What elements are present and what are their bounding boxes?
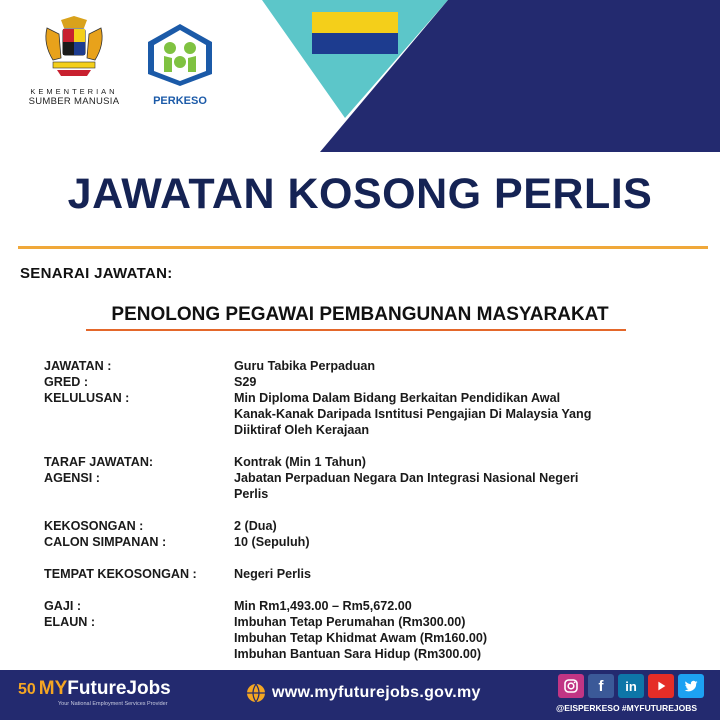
detail-value [234, 390, 684, 438]
logo-main: FutureJobs [67, 678, 171, 699]
youtube-icon[interactable] [648, 674, 674, 698]
position-title-underline [86, 329, 626, 331]
perkeso-emblem-icon [144, 22, 216, 88]
detail-label: JAWATAN : [44, 359, 112, 373]
detail-label: ELAUN : [44, 615, 96, 629]
detail-value [234, 470, 684, 502]
detail-row-taraf [44, 454, 684, 470]
detail-value-line: Imbuhan Tetap Perumahan (Rm300.00) [234, 615, 466, 629]
detail-value: S29 [234, 375, 257, 389]
job-list-heading: SENARAI JAWATAN: [20, 265, 173, 282]
detail-label: TEMPAT KEKOSONGAN : [44, 567, 197, 581]
detail-value: 2 (Dua) [234, 519, 277, 533]
detail-row-tempat [44, 566, 684, 582]
footer [0, 670, 720, 720]
job-details [44, 358, 684, 662]
logo-prefix: MY [38, 678, 68, 699]
social-handles: @EISPERKESO #MYFUTUREJOBS [556, 703, 698, 713]
myfuturejobs-logo [18, 678, 171, 707]
flag-blue-stripe [312, 33, 398, 54]
header-logos [18, 14, 218, 107]
detail-row-jawatan [44, 358, 684, 374]
detail-value: Guru Tabika Perpaduan [234, 359, 376, 373]
linkedin-icon[interactable]: in [618, 674, 644, 698]
position-title: PENOLONG PEGAWAI PEMBANGUNAN MASYARAKAT [111, 304, 609, 325]
detail-label: AGENSI : [44, 471, 100, 485]
title-divider [18, 246, 708, 249]
flag-yellow-stripe [312, 12, 398, 33]
detail-label: KELULUSAN : [44, 391, 130, 405]
detail-value: Negeri Perlis [234, 567, 312, 581]
ministry-name-line2: SUMBER MANUSIA [28, 96, 120, 107]
detail-value: Min Rm1,493.00 – Rm5,672.00 [234, 599, 412, 613]
detail-value-line: Min Diploma Dalam Bidang Berkaitan Pendidikan Awal [234, 391, 561, 405]
ministry-logo [18, 14, 130, 107]
detail-row-gaji [44, 598, 684, 614]
twitter-icon[interactable] [678, 674, 704, 698]
detail-value-line: Jabatan Perpaduan Negara Dan Integrasi Nasional Negeri [234, 471, 579, 485]
website-url[interactable]: www.myfuturejobs.gov.my [272, 684, 481, 701]
detail-label: KEKOSONGAN : [44, 519, 144, 533]
instagram-icon[interactable] [558, 674, 584, 698]
detail-row-kekosongan [44, 518, 684, 534]
detail-label: TARAF JAWATAN: [44, 455, 154, 469]
page-title: JAWATAN KOSONG PERLIS [67, 170, 653, 218]
detail-value-line: Imbuhan Tetap Khidmat Awam (Rm160.00) [234, 631, 488, 645]
detail-label: GAJI : [44, 599, 82, 613]
globe-icon [246, 683, 266, 703]
perlis-flag [312, 12, 398, 54]
detail-value-line: Imbuhan Bantuan Sara Hidup (Rm300.00) [234, 647, 482, 661]
anniversary-mark: 50 [18, 681, 36, 698]
detail-value [234, 614, 684, 662]
coat-of-arms-icon [39, 14, 109, 80]
facebook-icon[interactable]: f [588, 674, 614, 698]
detail-row-kelulusan [44, 390, 684, 438]
detail-label: GRED : [44, 375, 89, 389]
website-link[interactable] [246, 683, 481, 703]
detail-value-line: Kanak-Kanak Daripada Isntitusi Pengajian Di Malaysia Yang [234, 407, 592, 421]
social-icons [558, 674, 704, 698]
perkeso-logo [142, 22, 218, 107]
detail-row-agensi [44, 470, 684, 502]
detail-row-calon [44, 534, 684, 550]
ministry-name-line1: KEMENTERIAN [30, 87, 118, 96]
detail-value-line: Diiktiraf Oleh Kerajaan [234, 423, 370, 437]
detail-row-gred [44, 374, 684, 390]
perkeso-label: PERKESO [153, 95, 207, 107]
detail-row-elaun [44, 614, 684, 662]
logo-tagline: Your National Employment Services Provider [58, 701, 168, 707]
detail-value: 10 (Sepuluh) [234, 535, 310, 549]
detail-value-line: Perlis [234, 487, 269, 501]
detail-value: Kontrak (Min 1 Tahun) [234, 455, 366, 469]
detail-label: CALON SIMPANAN : [44, 535, 167, 549]
